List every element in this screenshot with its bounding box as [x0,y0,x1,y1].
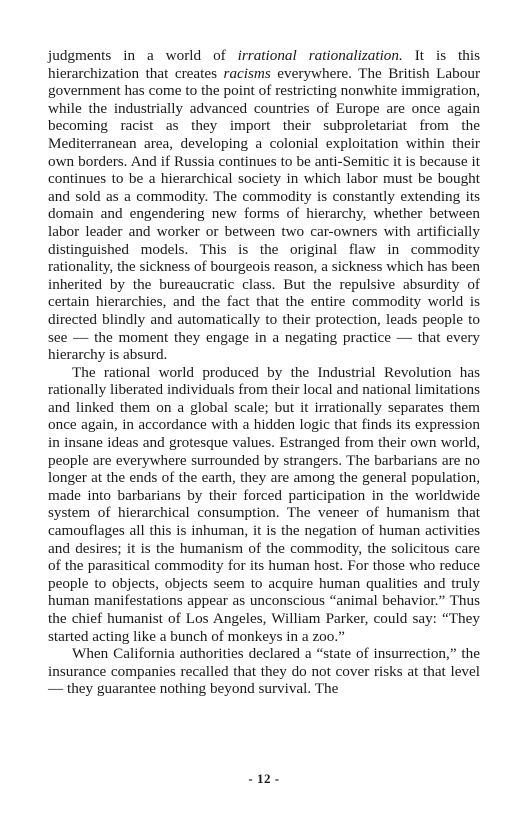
paragraph-1-text-a: judgments in a world of [48,47,238,64]
paragraph-1-text-b: It is this hierarchization that creates [48,47,480,82]
emphasis-irrational-rationalization: irrational rationalization. [237,47,403,64]
paragraph-2: The rational world produced by the Industrial Revolution has rationally liberated individuals from their local and national limitations and linked them on a global scale; but it irrationally separates them once again, in accordance with a hidden logic that finds its expression in insane ideas and grotesque values. Estranged from their own world, people are everywhere surrounded by strangers. The barbarians are no longer at the ends of the earth, they are among the general population, made into barbarians by their forced participation in the worldwide system of hierarchical consumption. The veneer of humanism that camouflages all this is inhuman, it is the negation of human activities and desires; it is the humanism of the commodity, the solicitous care of the parasitical commodity for its human host. For those who reduce people to objects, objects seem to acquire human qualities and truly human manifestations appear as unconscious “animal behavior.” Thus the chief humanist of Los Angeles, William Parker, could say: “They started acting like a bunch of monkeys in a zoo.” [48,363,480,645]
paragraph-3: When California authorities declared a “state of insurrection,” the insurance companies recalled that they do not cover risks at that level — they guarantee nothing beyond survival. The [48,645,480,698]
paragraph-1-text-c: everywhere. The British Labour government has come to the point of restricting nonwhite immigration, while the industrially advanced countries of Europe are once again becoming racist as they import their subproletariat from the Mediterranean area, developing a colonial exploitation within their own borders. And if Russia continues to be anti-Semitic it is because it continues to be a hierarchical society in which labor must be bought and sold as a commodity. The commodity is constantly extending its domain and engendering new forms of hierarchy, whether between labor leader and worker or between two car-owners with artificially distinguished models. This is the original flaw in commodity rationality, the sickness of bourgeois reason, a sickness which has been inherited by the bureaucratic class. But the repulsive absurdity of certain hierarchies, and the fact that the entire commodity world is directed blindly and automatically to their protection, leads people to see — the moment they engage in a negating practice — that every hierarchy is absurd. [48,64,481,364]
emphasis-racisms: racisms [223,64,271,82]
page-number: - 12 - [248,771,280,786]
paragraph-1 [48,47,480,364]
page-body [48,47,480,698]
